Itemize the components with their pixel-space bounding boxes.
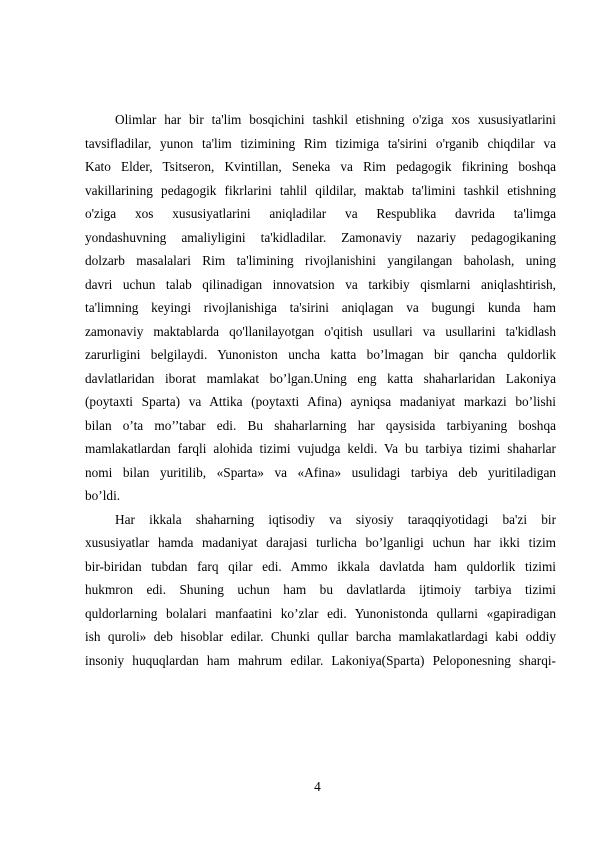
text-line: zarurligini belgilaydi. Yunoniston uncha katta bo’lmagan bir qancha quldorlik bbox=[85, 347, 556, 362]
text-line: hukmron edi. Shuning uchun ham bu davlatlarda ijtimoiy tarbiya tizimi bbox=[85, 582, 556, 597]
body-text bbox=[85, 108, 556, 672]
text-line: tavsifladilar, yunon ta'lim tizimining Rim tizimiga ta'sirini o'rganib chiqdilar va bbox=[85, 135, 556, 151]
text-line: bilan o’ta mo’’tabar edi. Bu shaharlarning har qaysisida tarbiyaning boshqa bbox=[85, 417, 556, 433]
text-line: quldorlarning bolalari manfaatini ko’zlar edi. Yunonistonda qullarni «gapiradigan bbox=[85, 605, 556, 621]
text-line: yondashuvning amaliyligini ta'kidladilar. Zamonaviy nazariy pedagogikaning bbox=[85, 229, 556, 245]
text-line: bo’ldi. bbox=[85, 488, 121, 503]
text-line: Har ikkala shaharning iqtisodiy va siyosiy taraqqiyotidagi ba'zi bir bbox=[115, 511, 556, 527]
text-line: insoniy huquqlardan ham mahrum edilar. Lakoniya(Sparta) Peloponesning sharqi- bbox=[85, 652, 556, 668]
text-line: xususiyatlar hamda madaniyat darajasi turlicha bo’lganligi uchun har ikki tizim bbox=[85, 535, 556, 550]
text-line: dolzarb masalalari Rim ta'limining rivojlanishini yangilangan baholash, uning bbox=[85, 253, 556, 268]
page-number: 4 bbox=[314, 779, 321, 794]
text-line: Kato Elder, Tsitseron, Kvintillan, Seneka va Rim pedagogik fikrining boshqa bbox=[85, 159, 556, 174]
text-line: zamonaviy maktablarda qo'llanilayotgan o'qitish usullari va usullarini ta'kidlash bbox=[85, 323, 556, 339]
text-line: ish quroli» deb hisoblar edilar. Chunki qullar barcha mamlakatlardagi kabi oddiy bbox=[85, 629, 556, 644]
text-line: o'ziga xos xususiyatlarini aniqladilar va Respublika davrida ta'limga bbox=[85, 206, 556, 221]
text-line: vakillarining pedagogik fikrlarini tahlil qildilar, maktab ta'limini tashkil etishning bbox=[85, 182, 556, 198]
text-line: davri uchun talab qilinadigan innovatsion va tarkibiy qismlarni aniqlashtirish, bbox=[85, 276, 556, 292]
text-line: davlatlaridan iborat mamlakat bo’lgan.Uning eng katta shaharlaridan Lakoniya bbox=[85, 370, 556, 386]
text-line: ta'limning keyingi rivojlanishiga ta'sirini aniqlagan va bugungi kunda ham bbox=[85, 300, 556, 315]
text-line: mamlakatlardan farqli alohida tizimi vujudga keldi. Va bu tarbiya tizimi shaharlar bbox=[85, 441, 556, 456]
text-line: nomi bilan yuritilib, «Sparta» va «Afina» usulidagi tarbiya deb yuritiladigan bbox=[85, 464, 556, 480]
text-line: Olimlar har bir ta'lim bosqichini tashkil etishning o'ziga xos xususiyatlarini bbox=[115, 112, 556, 127]
text-line: bir-biridan tubdan farq qilar edi. Ammo ikkala davlatda ham quldorlik tizimi bbox=[85, 558, 556, 574]
text-line: (poytaxti Sparta) va Attika (poytaxti Afina) ayniqsa madaniyat markazi bo’lishi bbox=[85, 394, 556, 409]
